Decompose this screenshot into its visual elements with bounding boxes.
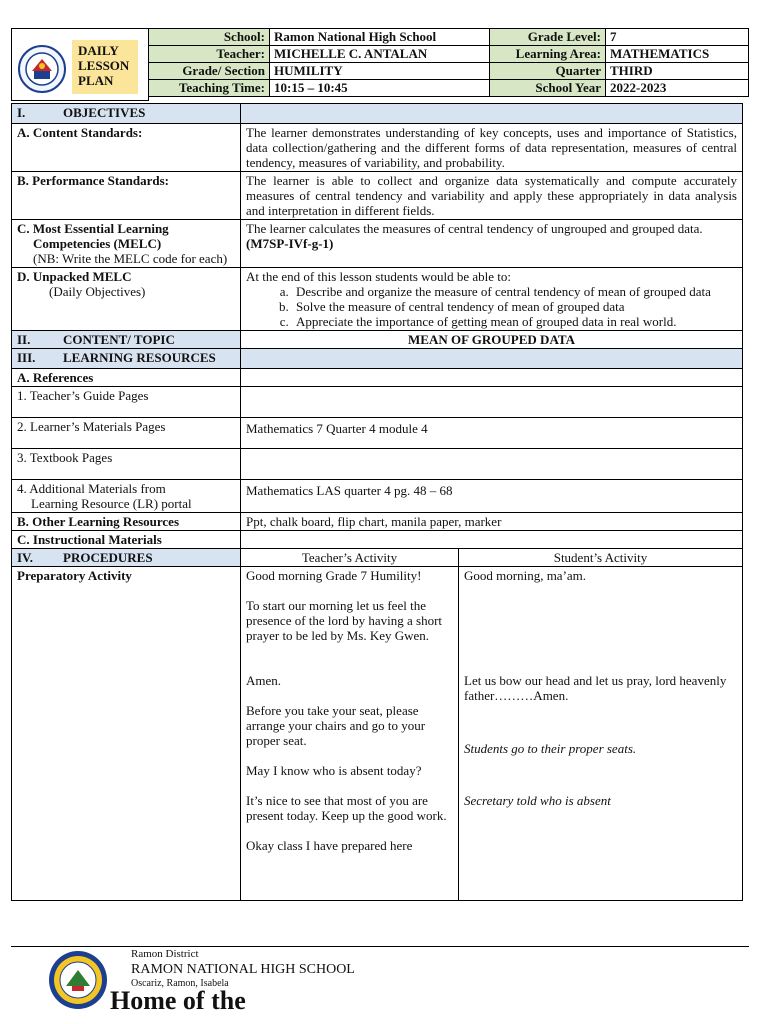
unpacked-melc-label: D. Unpacked MELC — [17, 269, 132, 284]
melc-text: The learner calculates the measures of central tendency of ungrouped and grouped data. — [246, 221, 703, 236]
melc-text-cell — [241, 220, 743, 268]
footer-motto: Home of the — [110, 986, 246, 1015]
section-title: CONTENT/ TOPIC — [63, 332, 175, 347]
list-item: c. Appreciate the importance of getting mean of grouped data in real world. — [292, 314, 737, 329]
section-number: II. — [17, 332, 31, 347]
preparatory-activity-label: Preparatory Activity — [12, 567, 241, 901]
objectives-section-row — [12, 104, 743, 124]
teacher-line: It’s nice to see that most of you are present today. Keep up the good work. — [246, 793, 447, 823]
section-title: PROCEDURES — [63, 550, 153, 565]
teacher-line: Okay class I have prepared here — [246, 838, 413, 853]
quarter-label: Quarter — [490, 63, 606, 80]
grade-level-value: 7 — [606, 29, 749, 46]
unpacked-melc-cell — [241, 268, 743, 331]
school-year-value: 2022-2023 — [606, 80, 749, 97]
unpacked-melc-sub: (Daily Objectives) — [49, 284, 146, 299]
section-number: IV. — [17, 550, 34, 565]
other-resources-value: Ppt, chalk board, flip chart, manila paper, marker — [241, 513, 743, 531]
school-label: School: — [149, 29, 270, 46]
references-value — [241, 369, 743, 387]
dlp-line-2: LESSON — [78, 58, 130, 73]
preparatory-activity-row — [12, 567, 743, 901]
teacher-value: MICHELLE C. ANTALAN — [270, 46, 490, 63]
additional-materials-row — [12, 480, 743, 513]
daily-lesson-plan-title — [72, 40, 138, 94]
other-resources-label: B. Other Learning Resources — [12, 513, 241, 531]
teacher-line: To start our morning let us feel the presence of the lord by having a short prayer to be led by Ms. Key Gwen. — [246, 598, 443, 643]
melc-label-cell — [12, 220, 241, 268]
unpacked-melc-label-cell — [12, 268, 241, 331]
learners-materials-row — [12, 418, 743, 449]
instructional-materials-value — [241, 531, 743, 549]
section-number: I. — [17, 105, 26, 120]
dlp-line-1: DAILY — [78, 43, 119, 58]
additional-materials-label-cell — [12, 480, 241, 513]
header-logo-box — [11, 28, 149, 101]
content-standards-label: A. Content Standards: — [12, 124, 241, 172]
content-section-header — [12, 331, 241, 349]
school-year-label: School Year — [490, 80, 606, 97]
footer-school-name: RAMON NATIONAL HIGH SCHOOL — [131, 962, 355, 977]
teacher-activity-cell — [241, 567, 459, 901]
teacher-line: Good morning Grade 7 Humility! — [246, 568, 422, 583]
procedures-section-header — [12, 549, 241, 567]
school-value: Ramon National High School — [270, 29, 490, 46]
grade-section-label: Grade/ Section — [149, 63, 270, 80]
header — [11, 28, 768, 102]
student-line: Let us bow our head and let us pray, lord heavenly father………Amen. — [464, 673, 727, 703]
list-item: a. Describe and organize the measure of central tendency of mean of grouped data — [292, 284, 737, 299]
student-activity-cell — [459, 567, 743, 901]
daily-objectives-list — [246, 284, 737, 329]
melc-label-line-2: Competencies (MELC) — [33, 236, 162, 251]
procedures-section-row — [12, 549, 743, 567]
footer-district: Ramon District — [131, 948, 199, 960]
teachers-guide-value — [241, 387, 743, 418]
section-title: OBJECTIVES — [63, 105, 146, 120]
textbook-value — [241, 449, 743, 480]
student-activity-column-header: Student’s Activity — [459, 549, 743, 567]
learners-materials-value: Mathematics 7 Quarter 4 module 4 — [241, 418, 743, 449]
textbook-row — [12, 449, 743, 480]
section-title: LEARNING RESOURCES — [63, 350, 216, 365]
header-row — [149, 63, 749, 80]
lesson-plan-table — [11, 103, 743, 901]
teacher-line: Before you take your seat, please arrange your chairs and go to your proper seat. — [246, 703, 426, 748]
melc-label-line-1: C. Most Essential Learning — [17, 221, 169, 236]
dlp-line-3: PLAN — [78, 73, 114, 88]
melc-note: (NB: Write the MELC code for each) — [33, 251, 228, 266]
learning-area-value: MATHEMATICS — [606, 46, 749, 63]
student-line: Secretary told who is absent — [464, 793, 611, 808]
quarter-value: THIRD — [606, 63, 749, 80]
learning-area-label: Learning Area: — [490, 46, 606, 63]
teaching-time-value: 10:15 – 10:45 — [270, 80, 490, 97]
references-label: A. References — [12, 369, 241, 387]
content-standards-text: The learner demonstrates understanding of key concepts, uses and importance of Statistics, data collection/gathering and the different forms of data representation, measures of central tendency, measures of variability, and probability. — [241, 124, 743, 172]
additional-materials-value: Mathematics LAS quarter 4 pg. 48 – 68 — [241, 480, 743, 513]
teachers-guide-label: 1. Teacher’s Guide Pages — [12, 387, 241, 418]
performance-standards-label: B. Performance Standards: — [12, 172, 241, 220]
header-row — [149, 29, 749, 46]
content-section-row — [12, 331, 743, 349]
header-row — [149, 46, 749, 63]
additional-materials-label-2: Learning Resource (LR) portal — [31, 496, 192, 511]
objectives-section-header — [12, 104, 241, 124]
teacher-activity-column-header: Teacher’s Activity — [241, 549, 459, 567]
teachers-guide-row — [12, 387, 743, 418]
additional-materials-label-1: 4. Additional Materials from — [17, 481, 166, 496]
textbook-label: 3. Textbook Pages — [12, 449, 241, 480]
performance-standards-text: The learner is able to collect and organize data systematically and compute accurately measures of central tendency and variability and apply these appropriately in data analysis and interpretation in different fields. — [241, 172, 743, 220]
melc-code: (M7SP-IVf-g-1) — [246, 236, 334, 251]
performance-standards-row — [12, 172, 743, 220]
grade-section-value: HUMILITY — [270, 63, 490, 80]
student-line: Students go to their proper seats. — [464, 741, 637, 756]
deped-seal-icon — [18, 45, 66, 93]
teacher-line: May I know who is absent today? — [246, 763, 422, 778]
instructional-materials-row — [12, 531, 743, 549]
teacher-label: Teacher: — [149, 46, 270, 63]
footer-divider — [11, 946, 749, 947]
resources-section-row — [12, 349, 743, 369]
header-info-table — [148, 28, 749, 97]
resources-section-header — [12, 349, 241, 369]
resources-section-fill — [241, 349, 743, 369]
header-row — [149, 80, 749, 97]
section-number: III. — [17, 350, 36, 365]
content-standards-row — [12, 124, 743, 172]
teaching-time-label: Teaching Time: — [149, 80, 270, 97]
footer-address: Oscariz, Ramon, Isabela — [131, 978, 229, 989]
instructional-materials-label: C. Instructional Materials — [12, 531, 241, 549]
unpacked-melc-row — [12, 268, 743, 331]
list-item: b. Solve the measure of central tendency of mean of grouped data — [292, 299, 737, 314]
unpacked-intro: At the end of this lesson students would be able to: — [246, 269, 512, 284]
teacher-line: Amen. — [246, 673, 282, 688]
lesson-topic: MEAN OF GROUPED DATA — [241, 331, 743, 349]
melc-row — [12, 220, 743, 268]
learners-materials-label: 2. Learner’s Materials Pages — [12, 418, 241, 449]
references-row — [12, 369, 743, 387]
other-resources-row — [12, 513, 743, 531]
objectives-section-fill — [241, 104, 743, 124]
school-seal-icon — [48, 950, 108, 1010]
student-line: Good morning, ma’am. — [464, 568, 587, 583]
grade-level-label: Grade Level: — [490, 29, 606, 46]
